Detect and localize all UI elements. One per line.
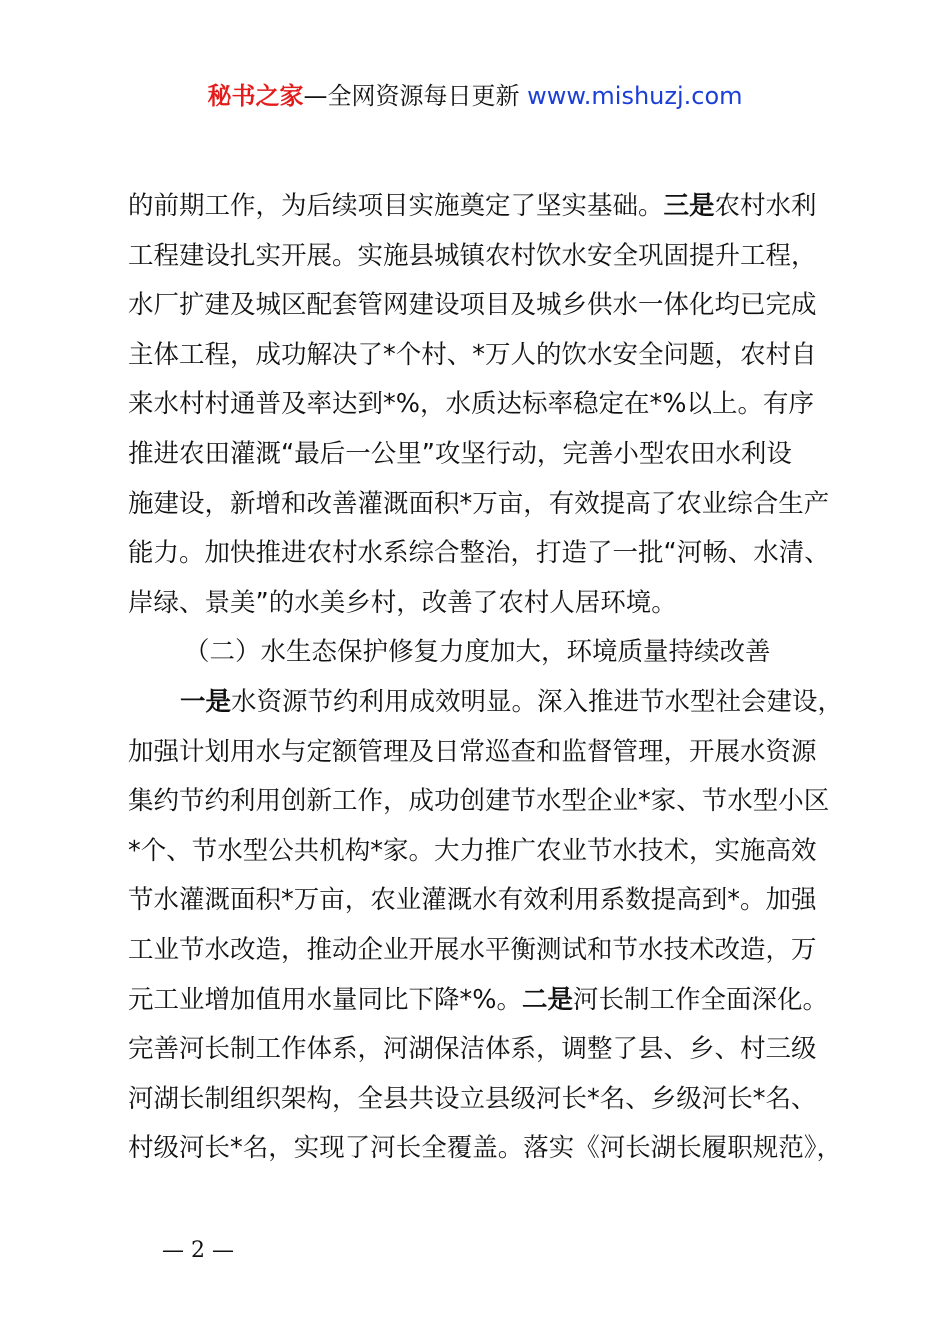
text-segment: 水厂扩建及城区配套管网建设项目及城乡供水一体化均已完成 [128, 290, 817, 321]
text-segment: 村级河长*名，实现了河长全覆盖。落实《河长湖长履职规范》， [128, 1133, 843, 1164]
text-segment: 集约节约利用创新工作，成功创建节水型企业*家、节水型小区 [128, 786, 830, 817]
text-line [128, 430, 848, 480]
text-segment: 水资源节约利用成效明显。深入推进节水型社会建设， [231, 686, 844, 717]
text-segment: 工程建设扎实开展。实施县城镇农村饮水安全巩固提升工程， [128, 240, 817, 271]
text-line [128, 1075, 848, 1125]
text-line [128, 777, 848, 827]
text-line [128, 579, 848, 629]
text-segment: 节水灌溉面积*万亩，农业灌溉水有效利用系数提高到*。加强 [128, 885, 817, 916]
site-url-link[interactable]: www.mishuzj.com [527, 82, 743, 110]
text-line [128, 678, 848, 728]
text-line [128, 976, 848, 1026]
text-segment: 加强计划用水与定额管理及日常巡查和监督管理，开展水资源 [128, 736, 817, 767]
text-segment: 主体工程，成功解决了*个村、*万人的饮水安全问题，农村自 [128, 339, 817, 370]
bold-text-segment: 一是 [180, 686, 232, 717]
text-segment: 河湖长制组织架构，全县共设立县级河长*名、乡级河长*名、 [128, 1083, 817, 1114]
text-segment: 岸绿、景美”的水美乡村，改善了农村人居环境。 [128, 587, 677, 618]
bold-text-segment: 二是 [521, 984, 573, 1015]
text-line [128, 876, 848, 926]
text-line [128, 827, 848, 877]
text-segment: 来水村村通普及率达到*%，水质达标率稳定在*%以上。有序 [128, 389, 814, 420]
document-body [128, 182, 848, 1174]
text-line [128, 232, 848, 282]
text-segment: 的前期工作，为后续项目实施奠定了坚实基础。 [128, 191, 664, 221]
page-number: — 2 — [162, 1238, 234, 1263]
text-segment: 施建设，新增和改善灌溉面积*万亩，有效提高了农业综合生产 [128, 488, 830, 519]
site-header [0, 80, 950, 112]
text-line [128, 628, 848, 678]
bold-text-segment: 三是 [663, 191, 715, 221]
site-brand: 秘书之家 [207, 82, 304, 110]
text-line [128, 728, 848, 778]
text-line [128, 281, 848, 331]
site-tagline: —全网资源每日更新 [303, 82, 528, 110]
text-segment: （二）水生态保护修复力度加大，环境质量持续改善 [184, 637, 771, 668]
text-segment: 推进农田灌溉“最后一公里”攻坚行动，完善小型农田水利设 [128, 438, 792, 469]
text-line [128, 1025, 848, 1075]
text-line [128, 1124, 848, 1174]
text-line [128, 480, 848, 530]
text-segment: 工业节水改造，推动企业开展水平衡测试和节水技术改造，万 [128, 934, 817, 965]
text-segment: *个、节水型公共机构*家。大力推广农业节水技术，实施高效 [128, 835, 817, 866]
text-segment: 能力。加快推进农村水系综合整治，打造了一批“河畅、水清、 [128, 538, 830, 569]
text-line [128, 926, 848, 976]
text-line [128, 182, 848, 232]
text-segment: 元工业增加值用水量同比下降*%。 [128, 984, 522, 1015]
text-line [128, 380, 848, 430]
text-segment: 完善河长制工作体系，河湖保洁体系，调整了县、乡、村三级 [128, 1034, 817, 1065]
text-segment: 农村水利 [714, 191, 817, 221]
text-line [128, 529, 848, 579]
text-segment: 河长制工作全面深化。 [573, 984, 829, 1015]
text-line [128, 331, 848, 381]
